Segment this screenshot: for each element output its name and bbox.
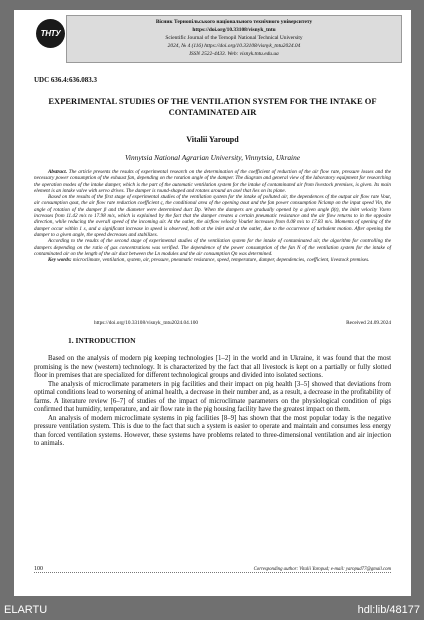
university-logo-icon — [36, 19, 65, 48]
journal-header — [66, 15, 402, 63]
logo-text: ТНТУ — [40, 29, 61, 38]
journal-doi: https://doi.org/10.33108/visnyk_tntu — [192, 27, 276, 33]
handle-id: hdl:lib/48177 — [357, 604, 420, 616]
article-doi-link[interactable]: https://doi.org/10.33108/visnyk_tntu2024.04.100 — [94, 320, 199, 326]
abstract-paragraph: Based on the results of the first stage of experimental studies of the ventilation system for the intake of polluted air, the dependences of the output air flow rate Vout, air consumption qout, the air flow rate reduction coefficient ς, the conditional area of the opening σout and the fan power consumption Nclamp on the input speed Vin, the angle of rotation of the damper β and the diameter were determined duct Dp. When the dampers are gradually opened by a given angle β(t), the inlet velocity Vzero increases from 11.42 m/s to 17.98 m/s, which is explained by the fact that the damper creates a certain pneumatic resistance and the air flow returns to in the opposite direction, while reducing the overall speed of the incoming air. At the outlet, the airflow velocity Voutlet increases from 0.08 m/s to 17.83 m/s. Moments of opening of the damper occur within 1 s, and a significant increase in speed is observed, both at the inlet and at the outlet, due to the occurrence of turbulent motion. After opening the damper to a given angle, the speed decreases and stabilizes. — [34, 194, 391, 238]
section-heading: 1. INTRODUCTION — [68, 336, 136, 345]
abstract — [34, 169, 391, 263]
keywords — [34, 257, 391, 263]
body-paragraph: The analysis of microclimate parameters in pig facilities and their impact on pig health [3–5] showed that deviations from optimal conditions lead to worsening of animal health, a decrease in their number and, as a result, a decrease in the profitability of farms. A literature review [6–7] of studies of the impact of microclimate parameters on the physiological condition of pigs confirmed that humidity, temperature, and air flow rate in the pig housing facility have the greatest impact on them. — [34, 380, 391, 414]
document-page — [14, 10, 411, 596]
repository-bar — [0, 600, 424, 620]
article-title: EXPERIMENTAL STUDIES OF THE VENTILATION SYSTEM FOR THE INTAKE OF CONTAMINATED AIR — [48, 96, 377, 117]
body-paragraph: Based on the analysis of modern pig keeping technologies [1–2] in the world and in Ukraine, it was found that the most promising is the new (western) technology. It is characterized by the fact that all livestock is kept on a partially or fully slotted floor in premises that are specialized for different technological groups and divided into isolated sections. — [34, 355, 391, 380]
corresponding-author-note: Corresponding author: Vitalii Yaropud; e-mail: yaropud77@gmail.com — [253, 567, 391, 572]
abstract-paragraph: According to the results of the second stage of experimental studies of the ventilation system for the intake of contaminated air, the algorithm for controlling the dampers depending on the ratio of gas concentrations was verified. The dependence of the power consumption of the fan N of the ventilation system for the intake of contaminated air on the length of the air duct between the Ln modules and the air consumption Qn was determined. — [34, 238, 391, 257]
abstract-text: The article presents the results of experimental research on the determination of the coefficient of reduction of the air flow rate, pressure losses and the necessary power consumption of the exhaust fan, depending on the rotation angle of the damper. The diagram and general view of the laboratory equipment for researching the operation modes of the intake damper, which is the part of the automatic ventilation system for the intake of contaminated air from livestock premises, is given. Its main element is an intake valve with servo drives. The damper is round-shaped and rotates around an axel that lies on its plane. — [34, 169, 391, 194]
body-text — [34, 355, 391, 449]
received-date: Received 24.09.2024 — [346, 320, 391, 326]
author-name: Vitalii Yaroupd — [186, 135, 239, 144]
keywords-text: microclimate, ventilation, system, air, pressure, pneumatic resistance, speed, temperature, damper, dependencies, coefficient, livestock premises. — [71, 257, 370, 264]
page-number: 100 — [34, 566, 43, 572]
repository-name: ELARTU — [4, 604, 48, 616]
footer-divider — [34, 572, 391, 573]
author-affiliation: Vinnytsia National Agrarian University, Vinnytsia, Ukraine — [124, 153, 301, 162]
journal-issn: ISSN 2522-4433. Web: visnyk.tntu.edu.ua — [189, 51, 279, 57]
abstract-label: Abstract. — [48, 169, 67, 175]
abstract-paragraph — [34, 169, 391, 194]
keywords-label: Key words: — [48, 257, 72, 264]
udc-code: UDC 636.4:636.083.3 — [34, 76, 97, 84]
journal-issue: 2024, № 4 (116) https://doi.org/10.33108/visnyk_tntu2024.04 — [167, 43, 301, 49]
body-paragraph: An analysis of modern microclimate systems in pig facilities [8–9] has shown that the most popular today is the negative pressure ventilation system. This is due to the fact that such a system is easier to operate and maintain and consumes less energy than forced ventilation systems. However, these systems have problems related to three-dimensional ventilation and air injection to animals. — [34, 414, 391, 448]
journal-name-en: Scientific Journal of the Ternopil National Technical University — [165, 35, 303, 41]
journal-name-ua: Вісник Тернопільського національного технічного університету — [155, 19, 313, 25]
